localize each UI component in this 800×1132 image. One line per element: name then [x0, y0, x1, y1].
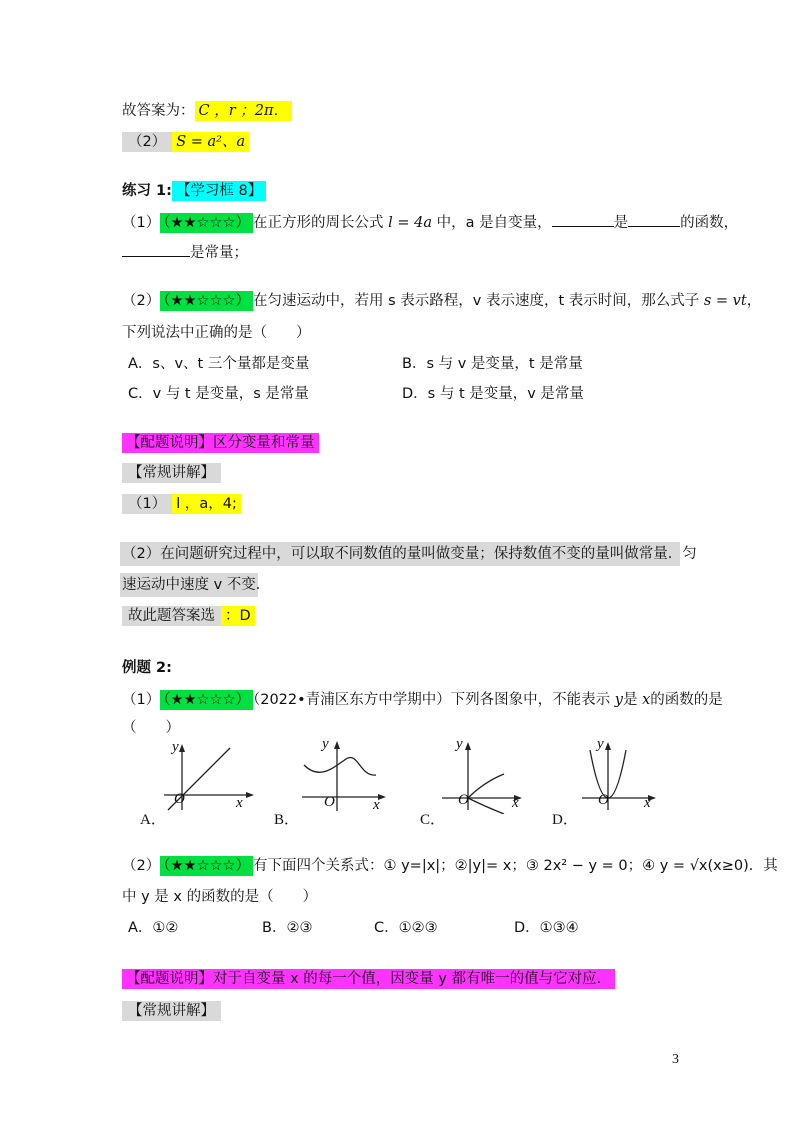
q2-text-b: ， — [746, 293, 762, 309]
graph-c-x-label: x — [512, 795, 519, 811]
answer-2: S = a²、a — [172, 132, 249, 152]
q2-option-c[interactable]: C．v 与 t 是变量，s 是常量 — [128, 386, 309, 402]
exercise1-q2-line1 — [122, 290, 761, 312]
explain1-ans1-value: l ，a，4; — [172, 494, 241, 514]
q2-stars: （★★☆☆☆） — [160, 291, 253, 311]
graph-d-x-label: x — [644, 795, 651, 811]
ex2-q1-var-y: y — [614, 692, 623, 708]
explain1-final-lead: 故此题答案选 — [122, 606, 221, 626]
graph-d-y-label: y — [597, 736, 604, 752]
graph-b-x-label: x — [373, 797, 380, 813]
graph-c-y-label: y — [456, 736, 463, 752]
explain1-ans2-line1: （2）在问题研究过程中，可以取不同数值的量叫做变量；保持数值不变的量叫做常量．匀 — [122, 546, 697, 562]
explain1-subtitle: 【常规讲解】 — [122, 463, 221, 483]
graph-d-label[interactable]: D． — [552, 812, 578, 828]
answer-line-2 — [122, 131, 249, 153]
exercise1-frame: 【学习框 8】 — [172, 181, 266, 201]
ex2-q1-stars: （★★☆☆☆） — [160, 690, 253, 710]
answer-line-1 — [122, 100, 292, 122]
explain2-sub — [122, 1000, 221, 1022]
graph-b-y-label: y — [322, 736, 329, 752]
explain2-heading — [122, 968, 615, 990]
explain1-final-answer: ：D — [221, 606, 255, 626]
q2-option-b[interactable]: B．s 与 v 是变量，t 是常量 — [402, 356, 583, 372]
q2-text-a: 在匀速运动中，若用 s 表示路程，v 表示速度，t 表示时间，那么式子 — [252, 293, 700, 309]
explain1-title: 【配题说明】区分变量和常量 — [122, 433, 319, 453]
ex2-q2-option-c[interactable]: C．①②③ — [374, 920, 438, 936]
ex2-q1-text-c: 的函数的是 — [650, 692, 723, 708]
explain1-heading — [122, 432, 319, 454]
example2-title: 例题 2: — [122, 660, 172, 676]
ex2-q2-num: （2） — [122, 858, 161, 874]
answer-part2-label: （2） — [122, 132, 172, 152]
answer-1: C ，r ；2π． — [195, 101, 293, 121]
q1-text-d: 的函数， — [680, 215, 739, 231]
ex2-q2-stars: （★★☆☆☆） — [160, 856, 253, 876]
graph-d-origin: O — [598, 792, 609, 808]
q1-stars: （★★☆☆☆） — [160, 213, 253, 233]
graph-c-label[interactable]: C． — [420, 812, 446, 828]
q1-blank-1[interactable] — [552, 212, 614, 227]
explain1-final — [122, 605, 255, 627]
ex2-q1-paren: （ ） — [122, 720, 180, 736]
q1-text-c: 是 — [613, 215, 629, 231]
graph-b-origin: O — [324, 794, 335, 810]
graph-b-label[interactable]: B． — [274, 812, 300, 828]
page-number: 3 — [672, 1052, 679, 1067]
ex2-q1-num: （1） — [122, 692, 161, 708]
ex2-q2-option-d[interactable]: D．①③④ — [514, 920, 579, 936]
q2-num: （2） — [122, 293, 161, 309]
explain1-ans1-label: （1） — [122, 494, 172, 514]
example2-q2-line2 — [122, 886, 317, 908]
q1-blank-3[interactable] — [122, 242, 190, 257]
exercise1-q2-line2 — [122, 322, 311, 344]
graph-a-label[interactable]: A． — [140, 812, 166, 828]
ex2-q2-option-a[interactable]: A．①② — [128, 920, 179, 936]
q2-text-c: 下列说法中正确的是（ ） — [122, 325, 311, 341]
answer-lead: 故答案为： — [122, 103, 195, 119]
q2-option-a[interactable]: A．s、v、t 三个量都是变量 — [128, 356, 310, 372]
explain2-title: 【配题说明】对于自变量 x 的每一个值，因变量 y 都有唯一的值与它对应． — [122, 969, 615, 989]
exercise1-title: 练习 1: — [122, 183, 172, 199]
q1-text-a: 在正方形的周长公式 — [252, 215, 384, 231]
ex2-q1-text: （2022•青浦区东方中学期中）下列各图象中，不能表示 — [252, 692, 611, 708]
q1-text-b: 中，a 是自变量， — [436, 215, 552, 231]
explain1-ans2-line2: 速运动中速度 v 不变． — [122, 577, 271, 593]
example2-heading — [122, 657, 172, 679]
example2-q2-line1 — [122, 855, 778, 877]
explain2-subtitle: 【常规讲解】 — [122, 1001, 221, 1021]
exercise1-heading — [122, 180, 266, 202]
ex2-q2-text-a: 有下面四个关系式：① y=|x|；②|y|= x；③ 2x² − y = 0；④ y = √x(x≥0)．其 — [252, 858, 778, 874]
q2-formula: s = vt — [703, 293, 747, 309]
exercise1-q1-line1 — [122, 212, 738, 234]
ex2-q1-text-b: 是 — [623, 692, 638, 708]
example2-q1-line2 — [122, 717, 180, 739]
graph-a-x-label: x — [236, 795, 243, 811]
q1-formula: l = 4a — [388, 215, 432, 231]
q1-blank-2[interactable] — [628, 212, 680, 227]
example2-q1-line1 — [122, 689, 723, 711]
q1-text-e: 是常量； — [190, 245, 248, 261]
ex2-q2-option-b[interactable]: B．②③ — [262, 920, 313, 936]
q2-option-d[interactable]: D．s 与 t 是变量，v 是常量 — [402, 386, 584, 402]
explain1-sub — [122, 462, 221, 484]
ex2-q1-var-x: x — [642, 692, 651, 708]
graph-c-origin: O — [458, 792, 469, 808]
graph-a-y-label: y — [172, 739, 179, 755]
exercise1-q1-line2 — [122, 242, 248, 264]
q1-num: （1） — [122, 215, 161, 231]
graph-a-origin: O — [174, 791, 185, 807]
ex2-q2-text-b: 中 y 是 x 的函数的是（ ） — [122, 889, 318, 905]
explain1-ans1 — [122, 493, 241, 515]
